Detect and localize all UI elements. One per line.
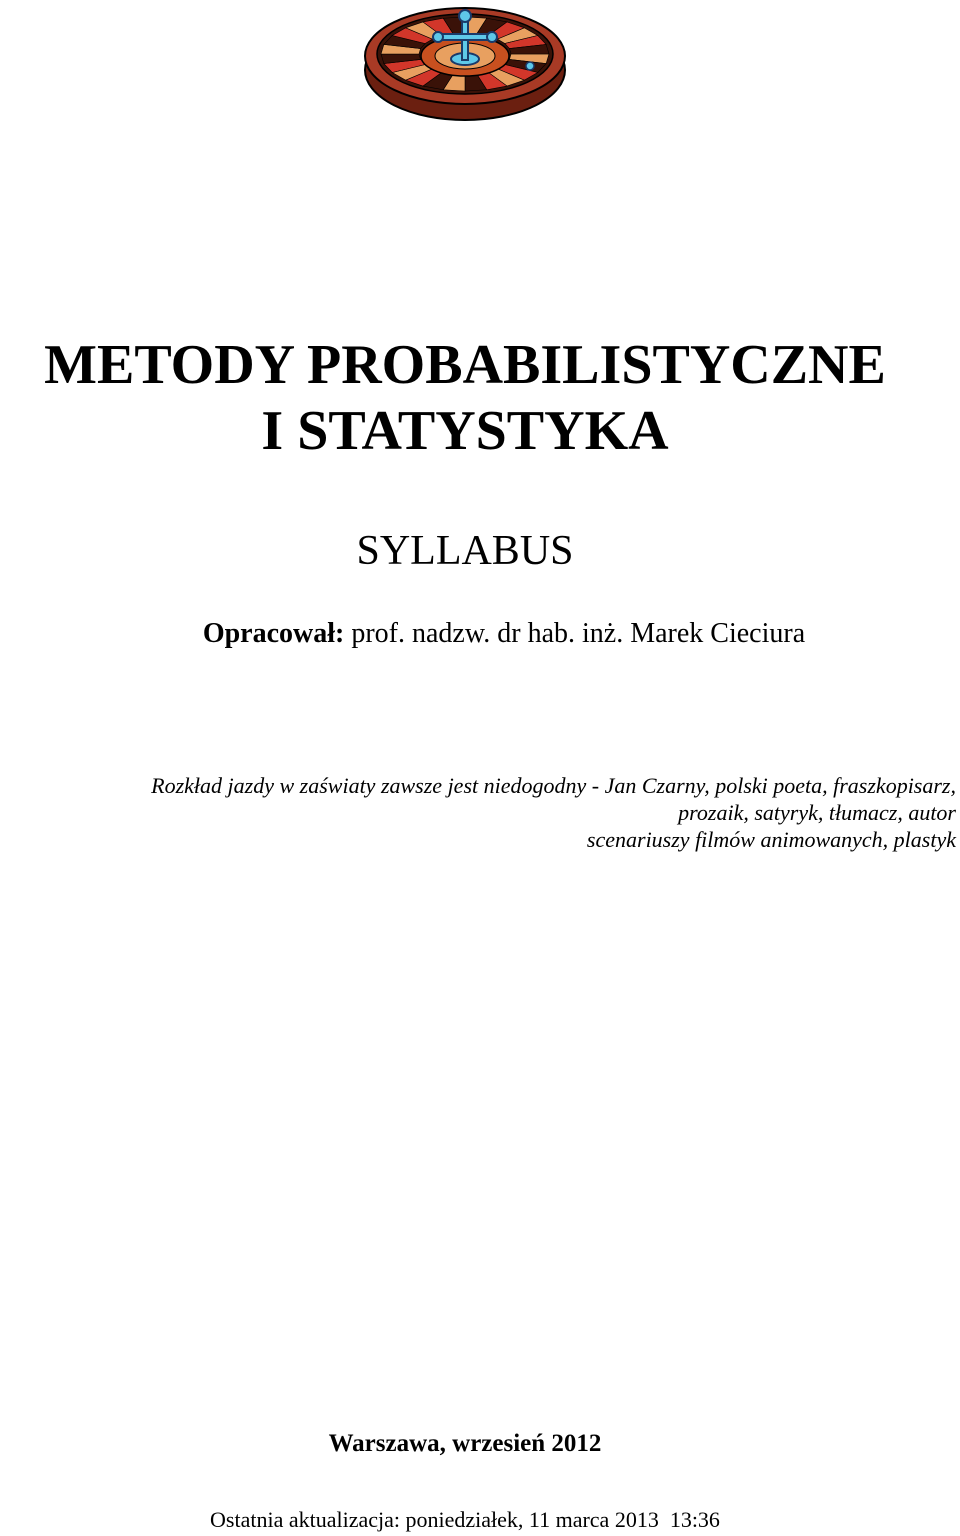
document-title-line1: METODY PROBABILISTYCZNE	[44, 334, 886, 396]
last-update-note: Ostatnia aktualizacja: poniedziałek, 11 marca 2013 13:36	[210, 1507, 720, 1532]
place-and-date: Warszawa, wrzesień 2012	[328, 1430, 602, 1457]
quote-line: Rozkład jazdy w zaświaty zawsze jest niedogodny - Jan Czarny, polski poeta, fraszkopisarz,	[151, 773, 956, 798]
document-subtitle: SYLLABUS	[356, 528, 574, 574]
epigraph-quote	[4, 772, 956, 853]
quote-line: scenariuszy filmów animowanych, plastyk	[586, 827, 956, 852]
quote-line: prozaik, satyryk, tłumacz, autor	[678, 800, 956, 825]
author-label: Opracował:	[202, 618, 345, 649]
document-title-line2: I STATYSTYKA	[261, 400, 669, 462]
author-name: prof. nadzw. dr hab. inż. Marek Cieciura	[351, 618, 806, 649]
roulette-wheel-logo	[362, 4, 568, 122]
author-line	[0, 616, 960, 652]
